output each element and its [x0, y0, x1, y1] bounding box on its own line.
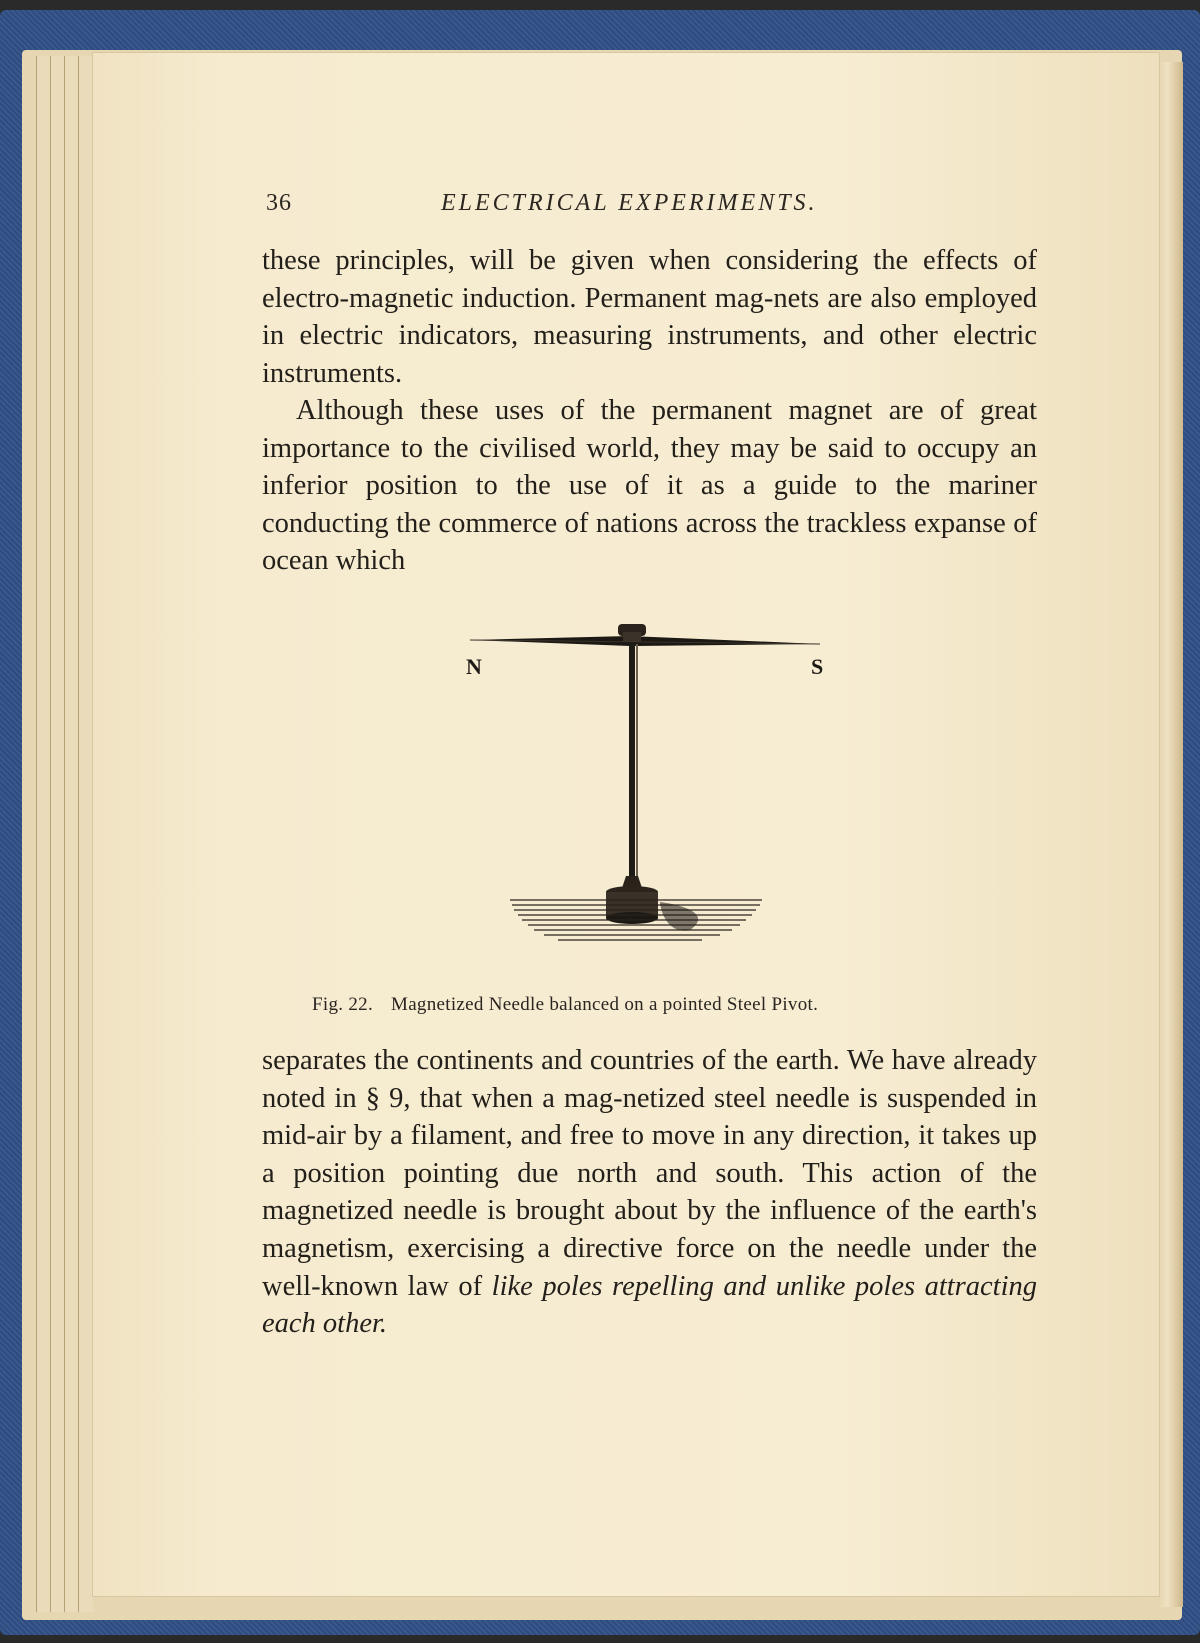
right-page-edge [1157, 62, 1183, 1607]
page-edge [78, 56, 93, 1612]
page-edge [64, 56, 79, 1612]
paragraph-1-text: these principles, will be given when considering the effects of electro-magnetic induction. Permanent mag-nets are also employed in electric indicators, measuring instruments, and other electric instruments. [262, 245, 1037, 389]
paragraph-2 [262, 392, 1037, 580]
figure-number: Fig. 22. [312, 994, 373, 1015]
paragraph-1 [262, 242, 1037, 392]
paragraph-3-text: separates the continents and countries of the earth. We have already noted in § 9, that when a mag-netized steel needle is suspended in mid-air by a filament, and free to move in any direction, it takes up a position pointing due north and south. This action of the magnetized needle is brought about by the influence of the earth's magnetism, exercising a directive force on the needle under the well-known law of [262, 1045, 1037, 1302]
north-pole-label: N [466, 654, 482, 679]
paragraph-2-text: Although these uses of the permanent magnet are of great importance to the civilised world, they may be said to occupy an inferior position to the use of it as a guide to the mariner conducting the commerce of nations across the trackless expanse of ocean which [262, 395, 1037, 577]
figure-caption-text: Magnetized Needle balanced on a pointed Steel Pivot. [391, 994, 819, 1015]
page-number: 36 [266, 190, 292, 216]
paragraph-3-italic: like poles repelling and unlike poles attracting each other. [262, 1270, 1038, 1340]
running-title: ELECTRICAL EXPERIMENTS. [441, 190, 818, 216]
page-edge [50, 56, 65, 1612]
figure-illustration [440, 610, 870, 960]
figure-caption [312, 994, 1012, 1016]
magnetized-needle-icon [440, 610, 870, 960]
south-pole-label: S [811, 654, 824, 679]
paragraph-3 [262, 1042, 1037, 1343]
page-edge [36, 56, 51, 1612]
